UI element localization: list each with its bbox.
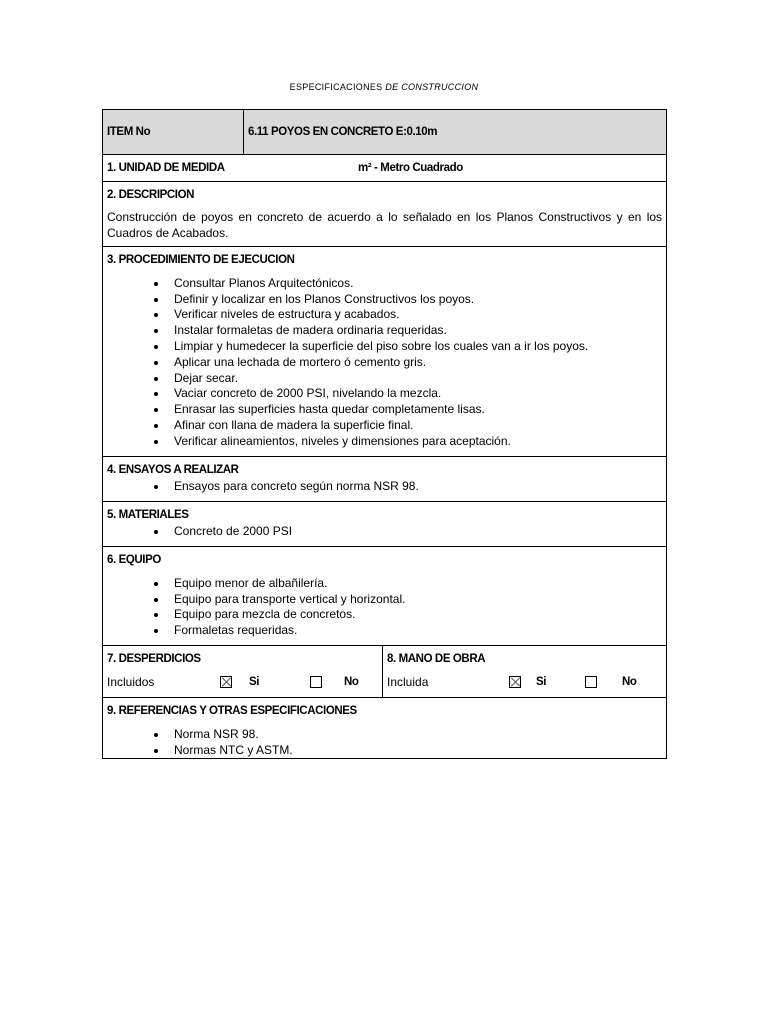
ensayos-cell: [103, 457, 667, 502]
item-label-cell: [103, 110, 244, 155]
unidad-cell: [103, 155, 667, 182]
desperdicios-options: [107, 675, 378, 691]
list-item: Dejar secar.: [153, 371, 662, 387]
ensayos-row: [103, 457, 667, 502]
desperdicios-mano-row: [103, 646, 667, 698]
ensayos-label: 4. ENSAYOS A REALIZAR: [107, 464, 239, 476]
desperdicios-label: 7. DESPERDICIOS: [107, 653, 201, 665]
unidad-value: m² - Metro Cuadrado: [358, 162, 463, 174]
mano-obra-no-label: No: [622, 675, 637, 688]
desperdicios-cell: [103, 646, 383, 698]
document-title: [0, 82, 768, 92]
list-item: Aplicar una lechada de mortero ó cemento gris.: [153, 355, 662, 371]
referencias-row: [103, 698, 667, 759]
list-item: Verificar niveles de estructura y acabados.: [153, 307, 662, 323]
descripcion-text: Construcción de poyos en concreto de acuerdo a lo señalado en los Planos Constructivos y en los Cuadros de Acabados.: [107, 209, 663, 240]
item-row: [103, 110, 667, 155]
desperdicios-si-checkbox[interactable]: [220, 675, 232, 691]
list-item: Equipo para mezcla de concretos.: [153, 607, 662, 623]
title-main: ESPECIFICACIONES: [289, 82, 386, 92]
referencias-label: 9. REFERENCIAS Y OTRAS ESPECIFICACIONES: [107, 705, 357, 717]
mano-obra-no-checkbox[interactable]: [585, 675, 597, 691]
desperdicios-si-label: Si: [249, 675, 260, 688]
desperdicios-no-checkbox[interactable]: [310, 675, 322, 691]
list-item: Formaletas requeridas.: [153, 623, 662, 639]
item-label: ITEM No: [107, 125, 151, 138]
equipo-label: 6. EQUIPO: [107, 554, 161, 566]
mano-obra-row-label: Incluida: [387, 674, 429, 689]
spec-table: [102, 109, 667, 759]
list-item: Definir y localizar en los Planos Constructivos los poyos.: [153, 292, 662, 308]
title-sub: DE CONSTRUCCION: [385, 82, 479, 92]
equipo-row: [103, 547, 667, 646]
item-value-cell: [244, 110, 667, 155]
procedimiento-cell: [103, 247, 667, 457]
referencias-list: [107, 727, 662, 759]
procedimiento-row: [103, 247, 667, 457]
list-item: Consultar Planos Arquitectónicos.: [153, 276, 662, 292]
ensayos-list: [107, 479, 662, 495]
list-item: Afinar con llana de madera la superficie final.: [153, 418, 662, 434]
descripcion-cell: [103, 182, 667, 247]
list-item: Verificar alineamientos, niveles y dimensiones para aceptación.: [153, 434, 662, 450]
mano-obra-si-label: Si: [536, 675, 547, 688]
mano-obra-label: 8. MANO DE OBRA: [387, 653, 486, 665]
list-item: Instalar formaletas de madera ordinaria requeridas.: [153, 323, 662, 339]
equipo-cell: [103, 547, 667, 646]
desperdicios-row-label: Incluidos: [107, 674, 155, 689]
mano-obra-si-checkbox[interactable]: [509, 675, 521, 691]
unidad-row: [103, 155, 667, 182]
referencias-cell: [103, 698, 667, 759]
list-item: Concreto de 2000 PSI: [153, 524, 662, 540]
descripcion-row: [103, 182, 667, 247]
procedimiento-label: 3. PROCEDIMIENTO DE EJECUCION: [107, 254, 295, 266]
descripcion-label: 2. DESCRIPCION: [107, 189, 195, 201]
mano-obra-cell: [383, 646, 667, 698]
mano-obra-options: [387, 675, 662, 691]
unidad-label: 1. UNIDAD DE MEDIDA: [107, 161, 225, 174]
list-item: Enrasar las superficies hasta quedar completamente lisas.: [153, 402, 662, 418]
list-item: Ensayos para concreto según norma NSR 98.: [153, 479, 662, 495]
list-item: Equipo para transporte vertical y horizontal.: [153, 592, 662, 608]
list-item: Vaciar concreto de 2000 PSI, nivelando la mezcla.: [153, 386, 662, 402]
materiales-list: [107, 524, 662, 540]
materiales-label: 5. MATERIALES: [107, 509, 189, 521]
list-item: Normas NTC y ASTM.: [153, 743, 662, 759]
list-item: Equipo menor de albañilería.: [153, 576, 662, 592]
desperdicios-no-label: No: [344, 675, 359, 688]
list-item: Limpiar y humedecer la superficie del piso sobre los cuales van a ir los poyos.: [153, 339, 662, 355]
equipo-list: [107, 576, 662, 639]
materiales-row: [103, 502, 667, 547]
procedimiento-list: [107, 276, 662, 450]
item-value: 6.11 POYOS EN CONCRETO E:0.10m: [248, 125, 438, 138]
list-item: Norma NSR 98.: [153, 727, 662, 743]
materiales-cell: [103, 502, 667, 547]
